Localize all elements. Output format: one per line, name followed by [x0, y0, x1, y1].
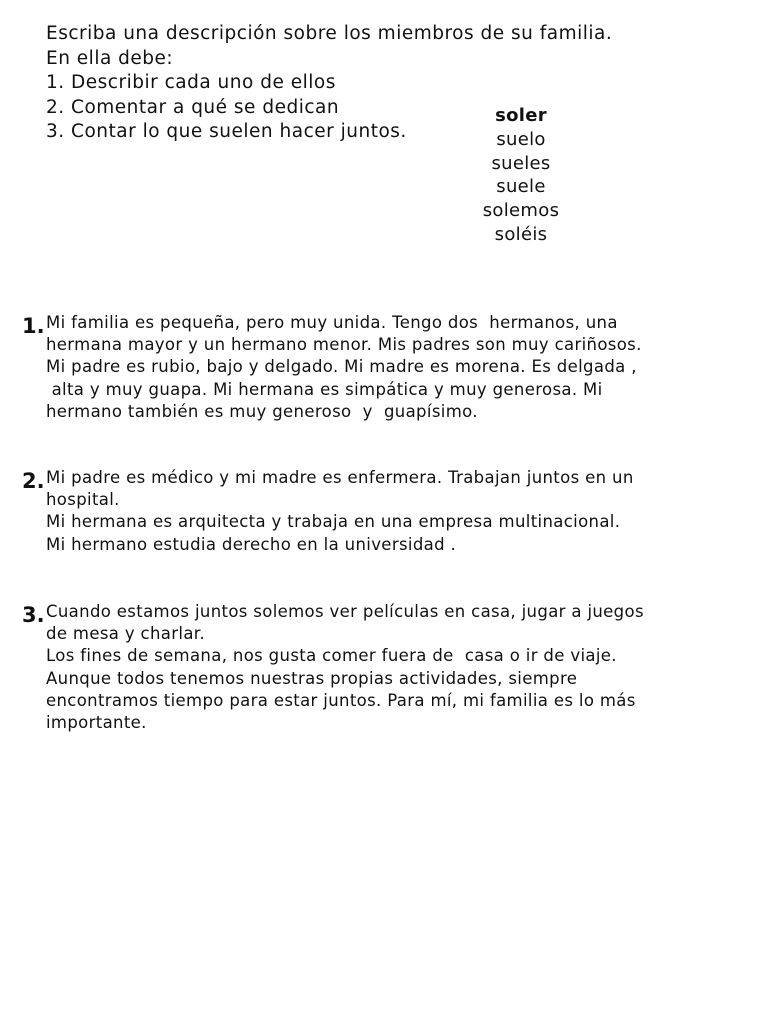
answer-line: Los fines de semana, nos gusta comer fuera de casa o ir de viaje.: [46, 646, 617, 666]
answer-line: hermana mayor y un hermano menor. Mis padres son muy cariñosos.: [46, 335, 642, 355]
instruction-line: 2. Comentar a qué se dedican: [46, 96, 340, 118]
answer-line: importante.: [46, 713, 147, 733]
instruction-line: 1. Describir cada uno de ellos: [46, 72, 336, 93]
answer-line: hospital.: [46, 490, 120, 510]
answer-line: encontramos tiempo para estar juntos. Para mí, mi familia es lo más: [46, 690, 636, 710]
answer-line: alta y muy guapa. Mi hermana es simpática y muy generosa. Mi: [46, 379, 603, 399]
verb-conjugation: [470, 104, 572, 247]
answer-line: Mi padre es rubio, bajo y delgado. Mi madre es morena. Es delgada ,: [46, 357, 637, 377]
answer-1: [22, 312, 742, 423]
answer-text: [46, 467, 742, 556]
instruction-line: Escriba una descripción sobre los miembros de su familia.: [46, 23, 613, 44]
answer-line: Mi familia es pequeña, pero muy unida. Tengo dos hermanos, una: [46, 313, 618, 332]
answer-number: 3.: [22, 603, 45, 627]
verb-form: sueles: [491, 152, 551, 174]
answer-3: [22, 601, 742, 734]
verb-form: suelo: [496, 128, 546, 150]
answer-line: hermano también es muy generoso y guapísimo.: [46, 401, 478, 421]
answer-line: Aunque todos tenemos nuestras propias actividades, siempre: [46, 668, 578, 688]
answer-number: 1.: [22, 314, 45, 338]
verb-form: suele: [496, 176, 546, 198]
answer-line: Mi hermana es arquitecta y trabaja en una empresa multinacional.: [46, 512, 621, 532]
answer-text: [46, 601, 742, 734]
answer-line: Cuando estamos juntos solemos ver películas en casa, jugar a juegos: [46, 602, 644, 621]
verb-form: solemos: [482, 200, 560, 222]
answer-2: [22, 467, 742, 556]
verb-infinitive: soler: [495, 105, 547, 126]
answer-line: Mi padre es médico y mi madre es enfermera. Trabajan juntos en un: [46, 468, 634, 487]
answer-text: [46, 312, 742, 423]
instruction-line: 3. Contar lo que suelen hacer juntos.: [46, 121, 407, 142]
verb-form: soléis: [494, 223, 548, 245]
answer-line: Mi hermano estudia derecho en la universidad .: [46, 534, 457, 554]
answer-number: 2.: [22, 469, 45, 493]
instruction-line: En ella debe:: [46, 47, 174, 69]
answer-line: de mesa y charlar.: [46, 624, 205, 644]
